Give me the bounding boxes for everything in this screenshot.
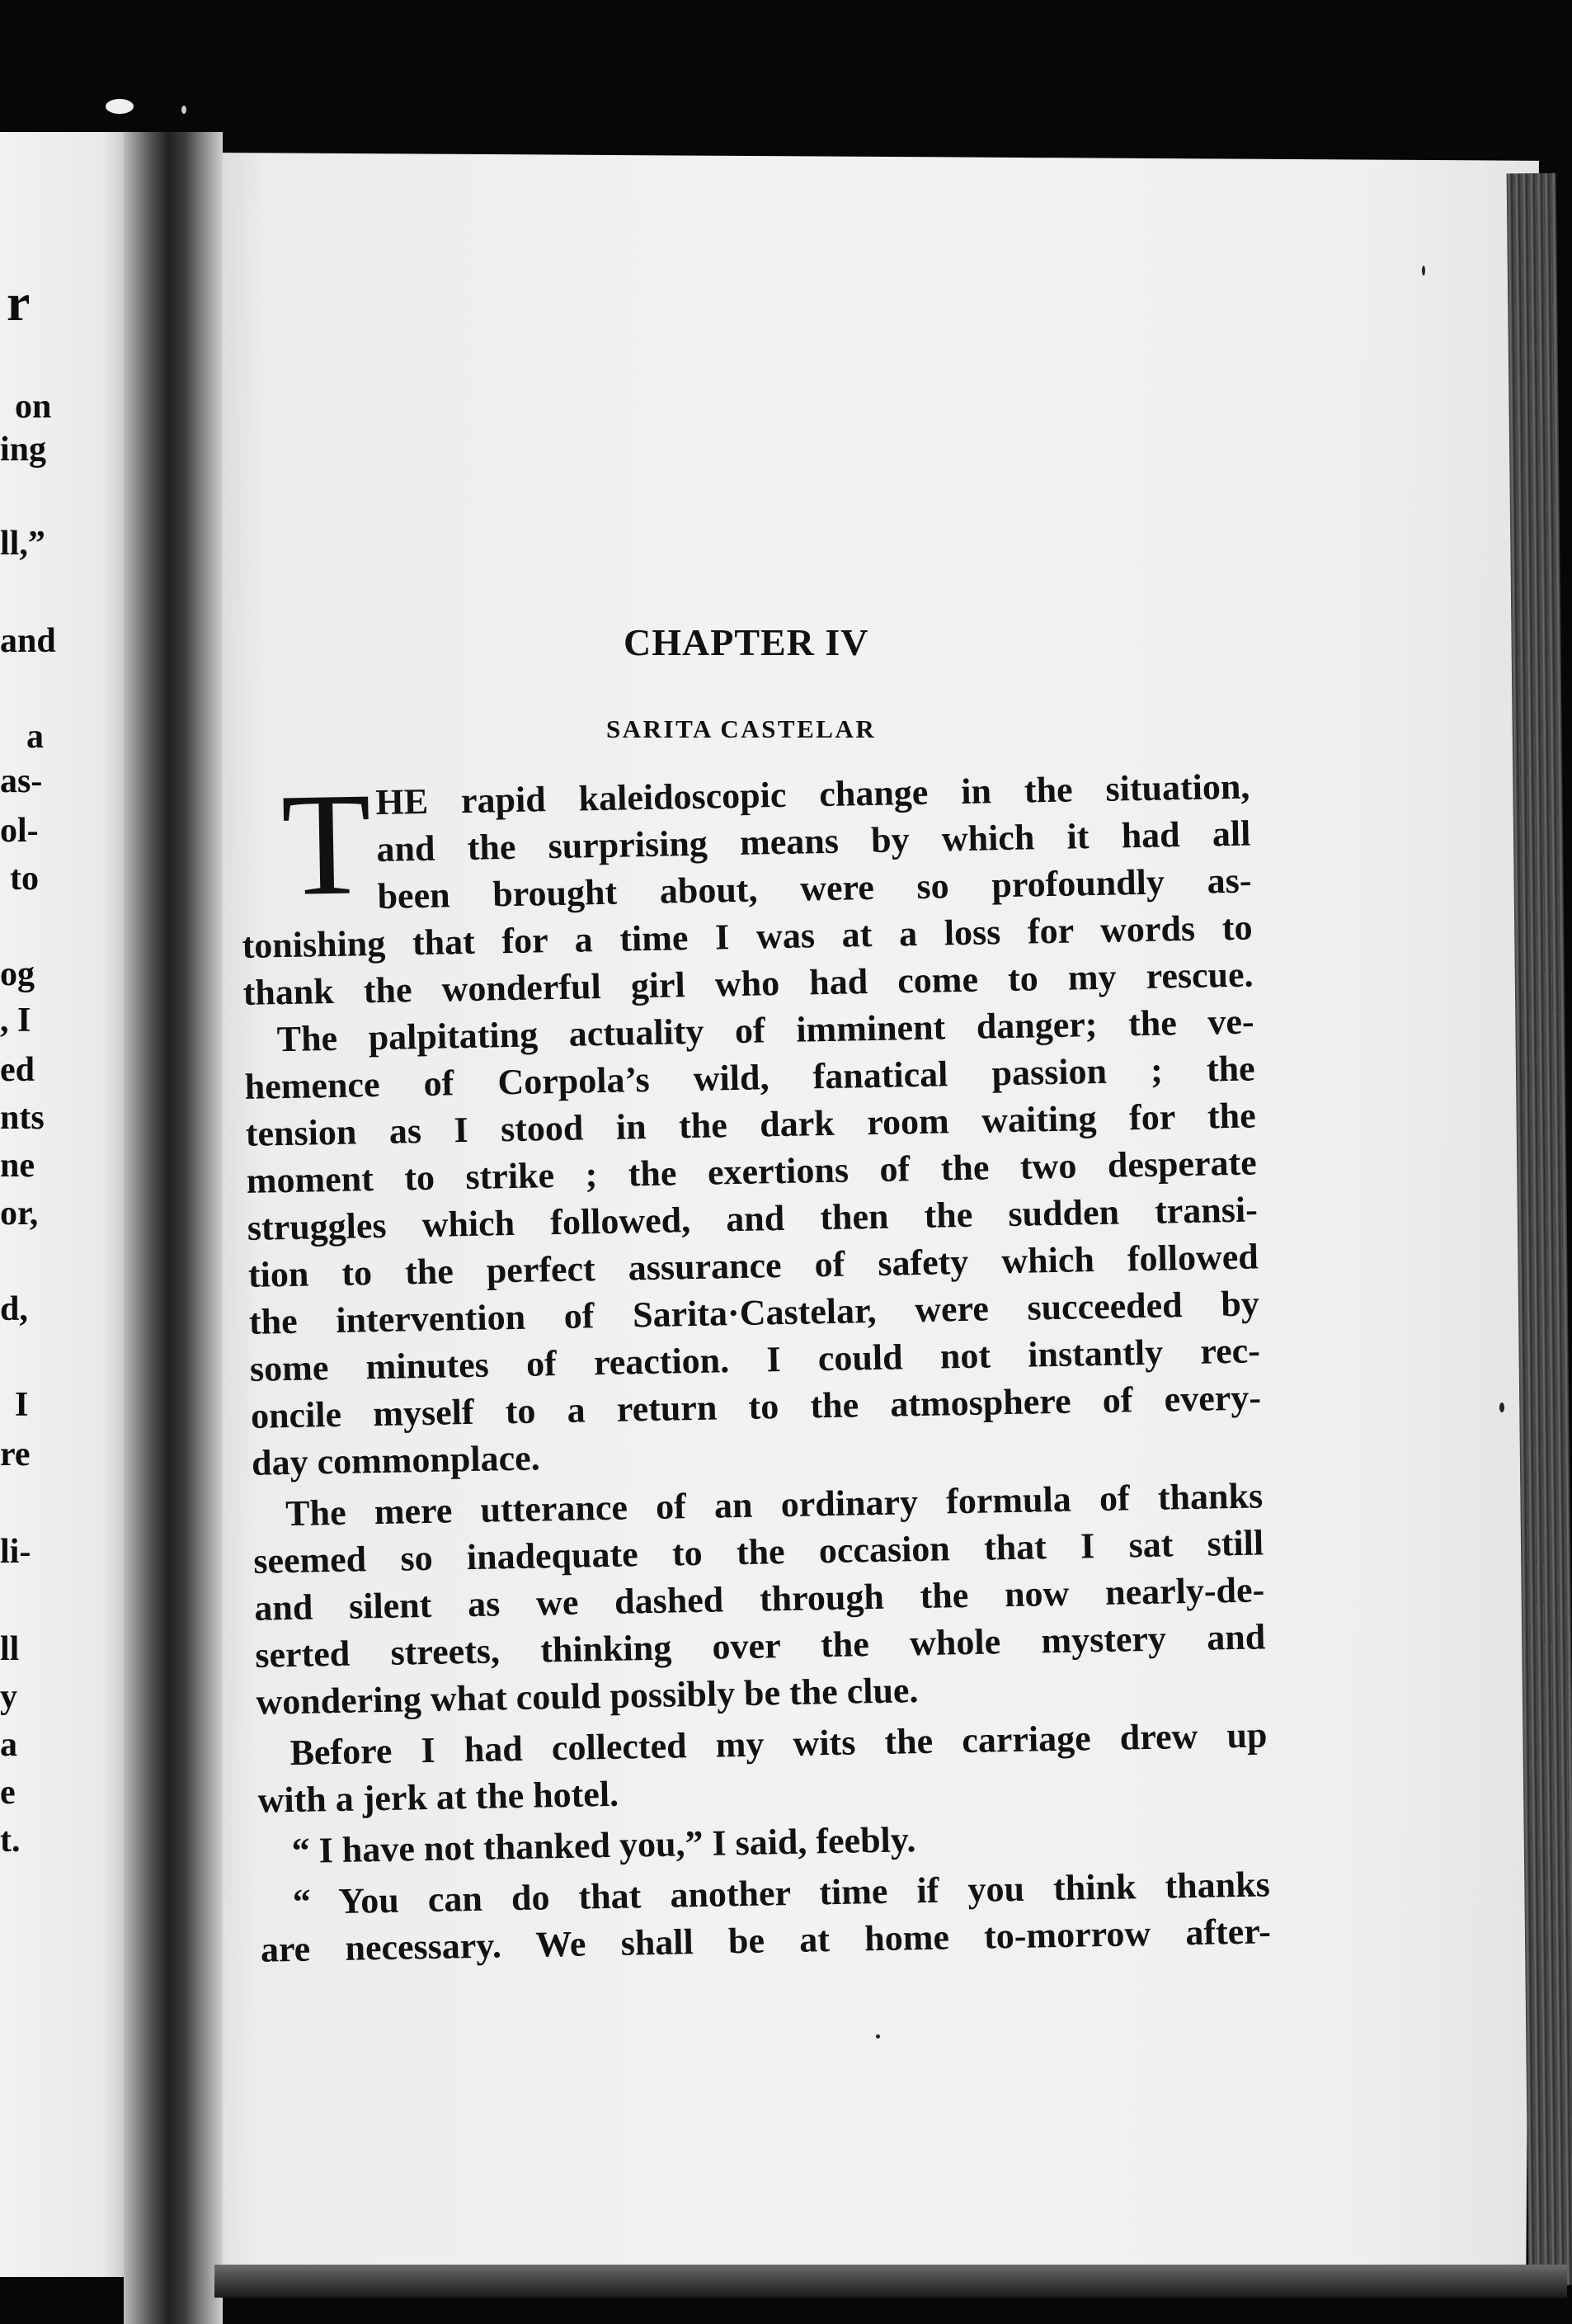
text-line: tonishing that for a time I was at a loss for words to [242, 907, 1253, 966]
chapter-subtitle: SARITA CASTELAR [606, 714, 877, 743]
text-line: struggles which followed, and then the sudden transi- [247, 1189, 1259, 1248]
left-page-fragment: re [0, 1435, 31, 1473]
text-line: serted streets, thinking over the whole mystery and [254, 1616, 1266, 1676]
text-line: oncile myself to a return to the atmosphere of every- [250, 1377, 1262, 1436]
text-line: “ I have not thanked you,” I said, feebly. [291, 1819, 916, 1872]
text-line: some minutes of reaction. I could not instantly rec- [249, 1330, 1261, 1389]
book-gutter-shadow [124, 132, 223, 2324]
left-page-fragment: or, [0, 1195, 39, 1233]
page-bottom-edge [214, 2265, 1567, 2298]
left-page-fragment: ne [0, 1147, 35, 1185]
left-page-fragment: ll [0, 1630, 20, 1668]
text-line: hemence of Corpola’s wild, fanatical passion ; the [244, 1048, 1256, 1107]
text-line: HE rapid kaleidoscopic change in the situation, [375, 766, 1250, 823]
dust-speck [106, 99, 134, 114]
text-line: wondering what could possibly be the clue. [255, 1670, 919, 1723]
left-page-fragment: to [10, 860, 39, 898]
left-page-fragment: y [0, 1678, 17, 1716]
text-line: moment to strike ; the exertions of the two desperate [246, 1142, 1258, 1201]
text-line: are necessary. We shall be at home to-morrow after- [260, 1911, 1272, 1970]
left-page-fragment: ol- [0, 812, 39, 850]
left-page-fragment: a [0, 1726, 17, 1764]
left-page-fragment: I [15, 1386, 29, 1424]
left-page-fragment: og [0, 955, 35, 993]
left-page-fragment: r [7, 273, 31, 332]
text-line: The mere utterance of an ordinary formula of thanks [285, 1475, 1264, 1534]
text-line: tension as I stood in the dark room waiting for the [245, 1095, 1257, 1154]
text-line: and silent as we dashed through the now nearly-de- [253, 1569, 1265, 1629]
text-line: “ You can do that another time if you think thanks [292, 1864, 1271, 1923]
left-page-fragment: d, [0, 1290, 28, 1328]
text-line: the intervention of Sarita·Castelar, were succeeded by [248, 1283, 1260, 1342]
text-line: and the surprising means by which it had all [376, 813, 1251, 870]
left-page-fragment: , I [0, 1002, 31, 1039]
left-page-fragment: on [15, 388, 52, 426]
drop-cap: T [280, 761, 373, 927]
text-line: thank the wonderful girl who had come to my rescue. [242, 954, 1254, 1013]
dust-speck [876, 2034, 880, 2039]
left-page-fragment: ll,” [0, 525, 45, 563]
left-page-fragment: as- [0, 762, 43, 800]
text-line: with a jerk at the hotel. [257, 1773, 619, 1821]
left-page-fragment: li- [0, 1533, 31, 1571]
left-page-fragment: ed [0, 1051, 35, 1089]
text-line: tion to the perfect assurance of safety which followed [247, 1236, 1259, 1295]
left-page-fragment: t. [0, 1822, 21, 1860]
left-page-fragment: and [0, 622, 56, 660]
left-page-fragment: e [0, 1774, 16, 1812]
text-line: day commonplace. [251, 1437, 541, 1483]
text-line: The palpitating actuality of imminent danger; the ve- [276, 1001, 1254, 1060]
left-page-fragment: a [26, 718, 44, 756]
text-line: been brought about, were so profoundly as- [377, 860, 1252, 917]
dust-speck [1499, 1402, 1504, 1412]
left-page-fragment: ing [0, 431, 47, 469]
dust-speck [181, 106, 186, 114]
left-page-fragment: nts [0, 1099, 45, 1137]
chapter-title: CHAPTER IV [624, 621, 869, 663]
text-line: seemed so inadequate to the occasion that I sat still [252, 1522, 1264, 1582]
dust-speck [1422, 266, 1425, 276]
text-line: Before I had collected my wits the carriage drew up [289, 1714, 1268, 1774]
